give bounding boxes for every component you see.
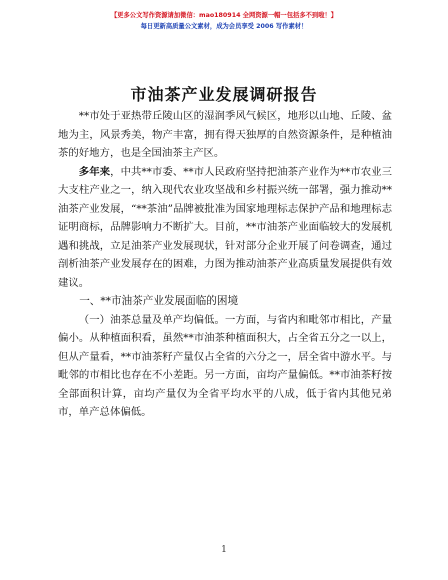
promo-banner bbox=[0, 10, 448, 32]
promo-line-1: 【更多公文写作资源请加微信：mao180914 全网资源一帽一包括多不到啦！】 bbox=[110, 12, 338, 19]
paragraph-overview bbox=[58, 163, 392, 293]
paragraph-intro: **市处于亚热带丘陵山区的湿润季风气候区，地形以山地、丘陵、盆地为主，风景秀美，物产丰富，拥有得天独厚的自然资源条件，是种植油茶的好地方，也是全国油茶主产区。 bbox=[58, 110, 392, 159]
paragraph-overview-text: ，中共**市委、**市人民政府坚持把油茶产业作为**市农业三大支柱产业之一，纳入现代农业攻坚战和乡村振兴统一部署，强力推动**油茶产业发展，“**茶油”品牌被批准为国家地理标志保护产品和地理标志证明商标，品牌影响力不断扩大。目前，**市油茶产业面临较大的发展机遇和挑战，立足油茶产业发展现状，针对部分企业开展了问卷调查，通过剖析油茶产业发展存在的困难，力图为推动油茶产业高质量发展提供有效建议。 bbox=[58, 165, 393, 289]
document-body bbox=[58, 107, 392, 422]
page-title: 市油茶产业发展调研报告 bbox=[130, 85, 318, 104]
paragraph-lead: 多年来 bbox=[78, 165, 111, 178]
section-heading: 一、**市油茶产业发展面临的困境 bbox=[79, 295, 239, 307]
page-number: 1 bbox=[221, 545, 227, 555]
promo-line-2: 每日更新高质量公文素材，成为会员享受 2006 写作素材！ bbox=[140, 23, 308, 30]
paragraph-yield: （一）油茶总量及单产均偏低。一方面，与省内和毗邻市相比，产量偏小。从种植面积看，虽然**市油茶种植面积大，占全省五分之一以上，但从产量看，**市油茶籽产量仅占全省的六分之一，居全省中游水平。与毗邻的市相比也存在不小差距。另一方面，亩均产量偏低。**市油茶籽按全部面积计算，亩均产量仅为全省平均水平的八成，低于省内其他兄弟市，单产总体偏低。 bbox=[58, 313, 392, 418]
